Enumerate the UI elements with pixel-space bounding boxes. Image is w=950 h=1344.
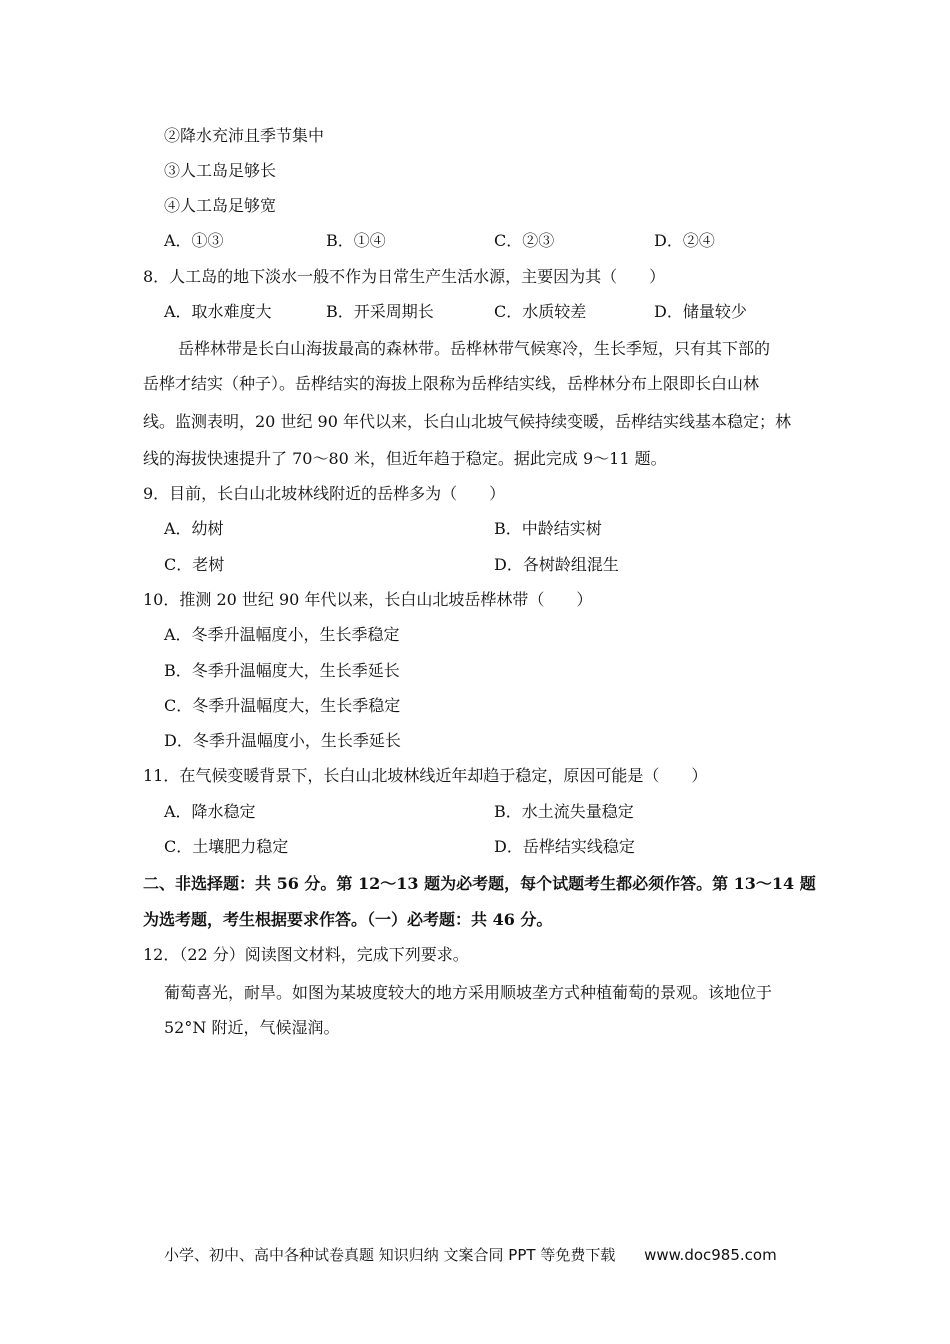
q10-option-b: B．冬季升温幅度大，生长季延长: [164, 661, 400, 680]
q7-option-d: D．②④: [654, 231, 715, 250]
q8-stem: 8．人工岛的地下淡水一般不作为日常生产生活水源，主要因为其（ ）: [143, 267, 666, 286]
q8-option-c: C．水质较差: [494, 302, 587, 321]
passage-line-1: 岳桦林带是长白山海拔最高的森林带。岳桦林带气候寒冷，生长季短，只有其下部的: [178, 339, 771, 358]
q12-stem: 12．（22 分）阅读图文材料，完成下列要求。: [143, 945, 469, 964]
passage-line-2: 岳桦才结实（种子）。岳桦结实的海拔上限称为岳桦结实线，岳桦林分布上限即长白山林: [143, 374, 760, 393]
q7-item-2: ②降水充沛且季节集中: [164, 126, 325, 145]
q9-option-b: B．中龄结实树: [494, 519, 602, 538]
q10-option-c: C．冬季升温幅度大，生长季稳定: [164, 696, 401, 715]
q12-material-line-1: 葡萄喜光，耐旱。如图为某坡度较大的地方采用顺坡垄方式种植葡萄的景观。该地位于: [164, 983, 773, 1002]
q10-stem: 10．推测 20 世纪 90 年代以来，长白山北坡岳桦林带（ ）: [143, 590, 593, 609]
q11-option-d: D．岳桦结实线稳定: [494, 837, 635, 856]
q11-stem: 11．在气候变暖背景下，长白山北坡林线近年却趋于稳定，原因可能是（ ）: [143, 766, 708, 785]
q10-option-a: A．冬季升温幅度小，生长季稳定: [164, 625, 400, 644]
footer-text: 小学、初中、高中各种试卷真题 知识归纳 文案合同 PPT 等免费下载: [164, 1246, 616, 1264]
q8-option-d: D．储量较少: [654, 302, 747, 321]
q7-option-a: A．①③: [164, 231, 224, 250]
q7-option-b: B．①④: [326, 231, 386, 250]
q11-option-a: A．降水稳定: [164, 802, 256, 821]
q9-option-a: A．幼树: [164, 519, 224, 538]
page-footer: [164, 1245, 777, 1265]
q9-stem: 9．目前，长白山北坡林线附近的岳桦多为（ ）: [143, 484, 506, 503]
q8-option-b: B．开采周期长: [326, 302, 434, 321]
q11-option-b: B．水土流失量稳定: [494, 802, 634, 821]
passage-line-4: 线的海拔快速提升了 70～80 米，但近年趋于稳定。据此完成 9～11 题。: [143, 449, 667, 468]
q7-item-3: ③人工岛足够长: [164, 161, 277, 180]
section2-heading-line-1: 二、非选择题：共 56 分。第 12～13 题为必考题，每个试题考生都必须作答。第 13～14 题: [143, 874, 816, 893]
q7-option-c: C．②③: [494, 231, 555, 250]
q11-option-c: C．土壤肥力稳定: [164, 837, 289, 856]
q8-option-a: A．取水难度大: [164, 302, 272, 321]
passage-line-3: 线。监测表明，20 世纪 90 年代以来，长白山北坡气候持续变暖，岳桦结实线基本稳定；林: [143, 412, 791, 431]
footer-url[interactable]: www.doc985.com: [644, 1246, 777, 1264]
section2-heading-line-2: 为选考题，考生根据要求作答。（一）必考题：共 46 分。: [143, 910, 553, 929]
q12-material-line-2: 52°N 附近，气候湿润。: [164, 1018, 340, 1037]
q7-item-4: ④人工岛足够宽: [164, 196, 277, 215]
q9-option-c: C．老树: [164, 555, 225, 574]
q9-option-d: D．各树龄组混生: [494, 555, 619, 574]
q10-option-d: D．冬季升温幅度小，生长季延长: [164, 731, 401, 750]
